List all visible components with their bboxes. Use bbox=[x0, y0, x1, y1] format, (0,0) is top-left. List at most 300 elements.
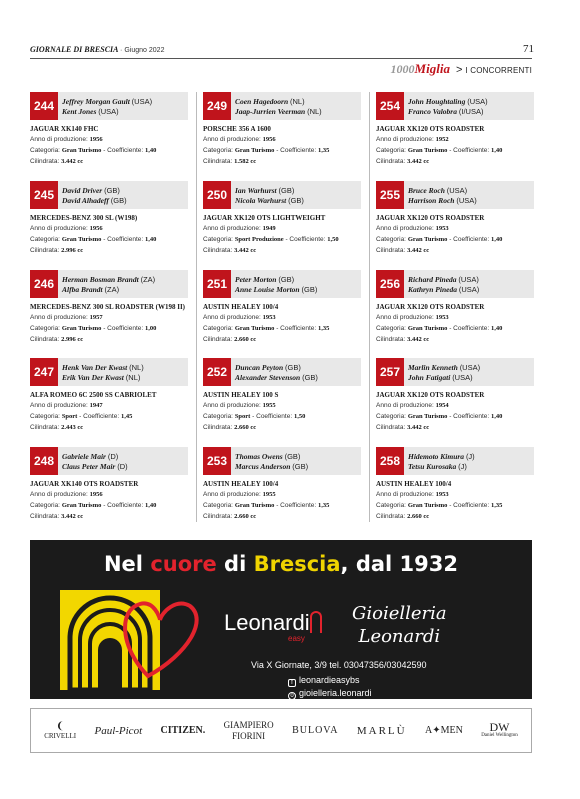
codriver-name: Nicola Warhurst bbox=[235, 196, 287, 205]
year-value: 1956 bbox=[89, 136, 103, 143]
driver-name: Thomas Owens bbox=[235, 452, 283, 461]
coefficient-value: 1,40 bbox=[144, 147, 157, 154]
codriver-line bbox=[62, 285, 186, 295]
brand-mark-icon bbox=[310, 611, 322, 633]
displacement-line bbox=[203, 336, 368, 343]
entries-grid bbox=[30, 92, 534, 522]
coefficient-label: - Coefficiente: bbox=[103, 236, 144, 243]
category-value: Gran Turismo bbox=[407, 413, 448, 420]
ad-headline-red: cuore bbox=[150, 552, 217, 576]
codriver-name: Erik Van Der Kwast bbox=[62, 373, 124, 382]
codriver-name: Kent Jones bbox=[62, 107, 97, 116]
year-value: 1953 bbox=[435, 314, 449, 321]
driver-nationality: (D) bbox=[107, 452, 119, 461]
driver-line bbox=[62, 97, 186, 107]
coefficient-label: - Coefficiente: bbox=[79, 413, 120, 420]
driver-nationality: (ZA) bbox=[140, 275, 156, 284]
codriver-name: Alfba Brandt bbox=[62, 285, 103, 294]
codriver-line bbox=[235, 196, 359, 206]
entry-number: 247 bbox=[30, 358, 58, 386]
category-value: Sport bbox=[61, 413, 78, 420]
coefficient-label: - Coefficiente: bbox=[103, 502, 144, 509]
coefficient-value: 1,40 bbox=[490, 236, 503, 243]
codriver-line bbox=[408, 462, 532, 472]
driver-name: Jeffrey Morgan Gault bbox=[62, 97, 130, 106]
ad-headline-part: di bbox=[216, 552, 254, 576]
coefficient-label: - Coefficiente: bbox=[276, 325, 317, 332]
codriver-line bbox=[408, 285, 532, 295]
year-label: Anno di produzione: bbox=[203, 225, 261, 232]
displacement-label: Cilindrata: bbox=[30, 513, 60, 520]
codriver-line bbox=[235, 285, 359, 295]
brand-logo-strip bbox=[30, 708, 532, 753]
category-value: Gran Turismo bbox=[61, 325, 102, 332]
year-value: 1956 bbox=[89, 225, 103, 232]
driver-line bbox=[235, 363, 359, 373]
driver-nationality: (GB) bbox=[278, 275, 295, 284]
category-line bbox=[203, 502, 368, 509]
advertisement bbox=[30, 540, 532, 699]
car-model: JAGUAR XK120 OTS ROADSTER bbox=[376, 125, 485, 133]
displacement-value: 2.996 cc bbox=[61, 336, 84, 343]
amen-logo: A✦MEN bbox=[424, 725, 463, 736]
category-value: Gran Turismo bbox=[407, 147, 448, 154]
category-value: Gran Turismo bbox=[407, 502, 448, 509]
entry-number: 249 bbox=[203, 92, 231, 120]
displacement-label: Cilindrata: bbox=[376, 513, 406, 520]
car-model: ALFA ROMEO 6C 2500 SS CABRIOLET bbox=[30, 391, 157, 399]
car-model: JAGUAR XK120 OTS ROADSTER bbox=[376, 391, 485, 399]
category-label: Categoria: bbox=[203, 236, 233, 243]
category-line bbox=[203, 325, 368, 332]
category-value: Gran Turismo bbox=[234, 147, 275, 154]
displacement-value: 2.443 cc bbox=[61, 424, 84, 431]
section-tag bbox=[391, 61, 532, 77]
entry-card bbox=[30, 270, 188, 354]
displacement-label: Cilindrata: bbox=[30, 158, 60, 165]
codriver-nationality: (GB) bbox=[302, 373, 318, 382]
brand-subtitle: easy bbox=[288, 634, 305, 643]
year-label: Anno di produzione: bbox=[30, 402, 88, 409]
instagram-icon: o bbox=[288, 692, 296, 700]
jeweller-name-line1: Gioielleria bbox=[352, 603, 447, 624]
codriver-nationality: (GB) bbox=[110, 196, 127, 205]
category-label: Categoria: bbox=[376, 413, 406, 420]
driver-name: Bruce Roch bbox=[408, 186, 445, 195]
crew-names bbox=[62, 97, 186, 117]
driver-line bbox=[62, 275, 186, 285]
year-line bbox=[203, 225, 368, 232]
crew-names bbox=[235, 363, 359, 383]
year-line bbox=[203, 314, 368, 321]
codriver-name: Marcus Anderson bbox=[235, 462, 291, 471]
coefficient-label: - Coefficiente: bbox=[449, 502, 490, 509]
driver-nationality: (NL) bbox=[129, 363, 144, 372]
displacement-line bbox=[30, 158, 195, 165]
entry-card bbox=[376, 270, 534, 354]
category-label: Categoria: bbox=[30, 502, 60, 509]
driver-nationality: (USA) bbox=[458, 275, 479, 284]
driver-line bbox=[408, 186, 532, 196]
displacement-line bbox=[30, 247, 195, 254]
category-line bbox=[376, 236, 541, 243]
codriver-nationality: (GB) bbox=[288, 196, 304, 205]
displacement-line bbox=[30, 513, 195, 520]
displacement-value: 2.660 cc bbox=[407, 513, 430, 520]
year-value: 1955 bbox=[262, 402, 276, 409]
year-line bbox=[376, 136, 541, 143]
displacement-line bbox=[203, 247, 368, 254]
car-model: JAGUAR XK120 OTS LIGHTWEIGHT bbox=[203, 214, 326, 222]
category-value: Gran Turismo bbox=[61, 236, 102, 243]
driver-name: Peter Morton bbox=[235, 275, 277, 284]
displacement-value: 2.660 cc bbox=[234, 424, 257, 431]
year-value: 1949 bbox=[262, 225, 276, 232]
instagram-line bbox=[288, 687, 372, 700]
displacement-value: 3.442 cc bbox=[407, 247, 430, 254]
year-value: 1955 bbox=[262, 491, 276, 498]
codriver-name: Harrison Roch bbox=[408, 196, 455, 205]
category-value: Gran Turismo bbox=[234, 325, 275, 332]
category-label: Categoria: bbox=[30, 147, 60, 154]
year-line bbox=[30, 402, 195, 409]
driver-line bbox=[408, 97, 532, 107]
facebook-handle: leonardieasybs bbox=[299, 675, 360, 685]
displacement-label: Cilindrata: bbox=[376, 336, 406, 343]
entry-card bbox=[30, 358, 188, 442]
dw-logo bbox=[481, 719, 518, 740]
car-model: PORSCHE 356 A 1600 bbox=[203, 125, 271, 133]
driver-nationality: (J) bbox=[465, 452, 475, 461]
crew-names bbox=[408, 186, 532, 206]
category-label: Categoria: bbox=[376, 147, 406, 154]
displacement-label: Cilindrata: bbox=[203, 424, 233, 431]
codriver-nationality: (J) bbox=[458, 462, 467, 471]
codriver-name: Alexander Stevenson bbox=[235, 373, 301, 382]
category-value: Sport bbox=[234, 413, 251, 420]
year-line bbox=[30, 314, 195, 321]
codriver-nationality: (USA) bbox=[452, 373, 473, 382]
year-value: 1952 bbox=[435, 136, 449, 143]
driver-nationality: (GB) bbox=[285, 363, 301, 372]
year-label: Anno di produzione: bbox=[30, 491, 88, 498]
displacement-label: Cilindrata: bbox=[203, 336, 233, 343]
publication-name: GIORNALE DI BRESCIA bbox=[30, 45, 119, 54]
year-value: 1947 bbox=[89, 402, 103, 409]
displacement-label: Cilindrata: bbox=[203, 513, 233, 520]
codriver-line bbox=[62, 462, 186, 472]
driver-name: Marlin Kenneth bbox=[408, 363, 458, 372]
displacement-value: 3.442 cc bbox=[234, 247, 257, 254]
displacement-label: Cilindrata: bbox=[376, 247, 406, 254]
category-line bbox=[30, 502, 195, 509]
coefficient-value: 1,40 bbox=[144, 502, 157, 509]
entry-number: 248 bbox=[30, 447, 58, 475]
codriver-name: Claus Peter Mair bbox=[62, 462, 116, 471]
page-header bbox=[30, 43, 534, 57]
ad-headline-yellow: Brescia bbox=[253, 552, 341, 576]
codriver-nationality: (NL) bbox=[307, 107, 322, 116]
page-number: 71 bbox=[523, 43, 534, 55]
car-model: JAGUAR XK140 OTS ROADSTER bbox=[30, 480, 139, 488]
year-line bbox=[203, 136, 368, 143]
coefficient-value: 1,45 bbox=[120, 413, 133, 420]
year-line bbox=[376, 225, 541, 232]
crew-names bbox=[235, 97, 359, 117]
displacement-value: 3.442 cc bbox=[407, 336, 430, 343]
year-label: Anno di produzione: bbox=[376, 491, 434, 498]
header-rule bbox=[30, 58, 532, 59]
entry-number: 251 bbox=[203, 270, 231, 298]
driver-line bbox=[62, 452, 186, 462]
year-value: 1956 bbox=[262, 136, 276, 143]
entry-card bbox=[30, 181, 188, 265]
driver-nationality: (GB) bbox=[284, 452, 301, 461]
coefficient-label: - Coefficiente: bbox=[276, 147, 317, 154]
category-value: Gran Turismo bbox=[61, 502, 102, 509]
arch-heart-logo bbox=[60, 590, 210, 690]
driver-line bbox=[62, 363, 186, 373]
displacement-value: 3.442 cc bbox=[407, 424, 430, 431]
separator: · bbox=[120, 47, 123, 54]
driver-name: Henk Van Der Kwast bbox=[62, 363, 128, 372]
coefficient-label: - Coefficiente: bbox=[449, 413, 490, 420]
crew-names bbox=[62, 452, 186, 472]
instagram-handle: gioielleria.leonardi bbox=[299, 688, 372, 698]
coefficient-label: - Coefficiente: bbox=[449, 236, 490, 243]
coefficient-value: 1,40 bbox=[490, 147, 503, 154]
category-label: Categoria: bbox=[376, 236, 406, 243]
driver-line bbox=[62, 186, 186, 196]
category-line bbox=[203, 147, 368, 154]
codriver-name: John Fatigati bbox=[408, 373, 451, 382]
displacement-line bbox=[30, 336, 195, 343]
entry-card bbox=[30, 447, 188, 531]
facebook-line bbox=[288, 674, 372, 687]
year-line bbox=[30, 225, 195, 232]
driver-nationality: (USA) bbox=[131, 97, 153, 106]
coefficient-label: - Coefficiente: bbox=[276, 502, 317, 509]
marlu-logo: MARLÙ bbox=[356, 724, 407, 737]
citizen-logo: CITIZEN. bbox=[160, 725, 206, 736]
year-value: 1957 bbox=[89, 314, 103, 321]
driver-name: Coen Hagedoorn bbox=[235, 97, 289, 106]
jeweller-name-line2: Leonardi bbox=[358, 626, 441, 647]
coefficient-value: 1,35 bbox=[317, 502, 330, 509]
codriver-nationality: (D) bbox=[117, 462, 128, 471]
car-model: AUSTIN HEALEY 100/4 bbox=[203, 480, 279, 488]
entry-number: 256 bbox=[376, 270, 404, 298]
displacement-label: Cilindrata: bbox=[203, 158, 233, 165]
crew-names bbox=[408, 97, 532, 117]
year-label: Anno di produzione: bbox=[30, 314, 88, 321]
driver-nationality: (USA) bbox=[459, 363, 481, 372]
coefficient-value: 1,35 bbox=[317, 147, 330, 154]
category-label: Categoria: bbox=[203, 413, 233, 420]
displacement-line bbox=[203, 424, 368, 431]
crew-names bbox=[62, 363, 186, 383]
column-divider bbox=[196, 92, 197, 522]
issue-date: Giugno 2022 bbox=[124, 47, 165, 54]
year-line bbox=[376, 491, 541, 498]
codriver-line bbox=[408, 373, 532, 383]
entry-number: 244 bbox=[30, 92, 58, 120]
bulova-logo: BULOVA bbox=[292, 725, 339, 736]
driver-line bbox=[408, 275, 532, 285]
publication-line bbox=[30, 45, 164, 54]
displacement-value: 3.442 cc bbox=[61, 158, 84, 165]
codriver-name: David Alhadeff bbox=[62, 196, 109, 205]
displacement-line bbox=[203, 513, 368, 520]
year-label: Anno di produzione: bbox=[203, 402, 261, 409]
entry-number: 253 bbox=[203, 447, 231, 475]
displacement-value: 2.996 cc bbox=[61, 247, 84, 254]
year-label: Anno di produzione: bbox=[376, 314, 434, 321]
giampiero-line1: GIAMPIERO bbox=[223, 719, 274, 730]
driver-line bbox=[235, 275, 359, 285]
displacement-label: Cilindrata: bbox=[376, 158, 406, 165]
crew-names bbox=[408, 452, 532, 472]
category-line bbox=[30, 413, 195, 420]
category-line bbox=[30, 147, 195, 154]
driver-name: Gabriele Mair bbox=[62, 452, 106, 461]
year-label: Anno di produzione: bbox=[376, 402, 434, 409]
year-label: Anno di produzione: bbox=[376, 225, 434, 232]
entry-card bbox=[203, 447, 361, 531]
coefficient-value: 1,40 bbox=[490, 413, 503, 420]
section-logo bbox=[391, 61, 450, 77]
codriver-nationality: (I/USA) bbox=[458, 107, 484, 116]
car-model: AUSTIN HEALEY 100 S bbox=[203, 391, 279, 399]
entry-card bbox=[376, 447, 534, 531]
codriver-line bbox=[62, 373, 186, 383]
codriver-line bbox=[62, 107, 186, 117]
displacement-label: Cilindrata: bbox=[376, 424, 406, 431]
codriver-line bbox=[408, 107, 532, 117]
displacement-value: 3.442 cc bbox=[61, 513, 84, 520]
entry-number: 250 bbox=[203, 181, 231, 209]
entry-card bbox=[376, 92, 534, 176]
codriver-line bbox=[235, 373, 359, 383]
driver-line bbox=[408, 452, 532, 462]
facebook-icon: f bbox=[288, 679, 296, 687]
crivelli-mark-icon: ❨ bbox=[55, 721, 65, 732]
coefficient-value: 1,40 bbox=[490, 325, 503, 332]
category-value: Gran Turismo bbox=[407, 236, 448, 243]
year-line bbox=[376, 314, 541, 321]
entry-number: 246 bbox=[30, 270, 58, 298]
entry-number: 245 bbox=[30, 181, 58, 209]
year-value: 1953 bbox=[435, 491, 449, 498]
crew-names bbox=[235, 452, 359, 472]
paulpicot-logo: Paul-Picot bbox=[94, 724, 143, 737]
entry-number: 255 bbox=[376, 181, 404, 209]
category-label: Categoria: bbox=[203, 325, 233, 332]
giampiero-line2: FIORINI bbox=[232, 730, 266, 741]
entry-card bbox=[203, 181, 361, 265]
car-model: MERCEDES-BENZ 300 SL (W198) bbox=[30, 214, 138, 222]
year-label: Anno di produzione: bbox=[203, 491, 261, 498]
displacement-line bbox=[203, 158, 368, 165]
coefficient-value: 1,50 bbox=[293, 413, 306, 420]
ad-headline-part: Nel bbox=[103, 552, 151, 576]
car-model: AUSTIN HEALEY 100/4 bbox=[203, 303, 279, 311]
driver-nationality: (GB) bbox=[278, 186, 295, 195]
category-line bbox=[30, 236, 195, 243]
category-line bbox=[203, 413, 368, 420]
coefficient-value: 1,35 bbox=[317, 325, 330, 332]
giampiero-fiorini-logo bbox=[224, 720, 274, 742]
displacement-value: 2.660 cc bbox=[234, 513, 257, 520]
driver-nationality: (GB) bbox=[104, 186, 120, 195]
displacement-line bbox=[376, 424, 541, 431]
category-label: Categoria: bbox=[376, 325, 406, 332]
codriver-nationality: (USA) bbox=[458, 285, 480, 294]
year-label: Anno di produzione: bbox=[30, 225, 88, 232]
car-model: JAGUAR XK140 FHC bbox=[30, 125, 99, 133]
crew-names bbox=[408, 363, 532, 383]
driver-line bbox=[235, 186, 359, 196]
codriver-name: Anne Louise Morton bbox=[235, 285, 300, 294]
crew-names bbox=[235, 275, 359, 295]
category-line bbox=[376, 413, 541, 420]
ad-headline-part: , dal 1932 bbox=[340, 552, 458, 576]
entry-card bbox=[30, 92, 188, 176]
driver-name: David Driver bbox=[62, 186, 103, 195]
section-logo-number: 1000 bbox=[390, 62, 415, 76]
coefficient-label: - Coefficiente: bbox=[252, 413, 293, 420]
year-value: 1953 bbox=[262, 314, 276, 321]
crivelli-text: CRIVELLI bbox=[44, 732, 77, 740]
year-line bbox=[30, 136, 195, 143]
category-label: Categoria: bbox=[203, 502, 233, 509]
codriver-nationality: (NL) bbox=[125, 373, 141, 382]
codriver-line bbox=[235, 107, 359, 117]
driver-nationality: (NL) bbox=[290, 97, 305, 106]
brand-name: Leonardi bbox=[224, 610, 310, 635]
codriver-nationality: (GB) bbox=[301, 285, 318, 294]
displacement-line bbox=[376, 513, 541, 520]
crew-names bbox=[62, 275, 186, 295]
category-label: Categoria: bbox=[30, 413, 60, 420]
category-value: Gran Turismo bbox=[407, 325, 448, 332]
coefficient-value: 1,40 bbox=[144, 236, 157, 243]
driver-line bbox=[235, 97, 359, 107]
codriver-nationality: (USA) bbox=[98, 107, 119, 116]
driver-name: Richard Pineda bbox=[408, 275, 457, 284]
displacement-label: Cilindrata: bbox=[30, 424, 60, 431]
category-value: Gran Turismo bbox=[234, 502, 275, 509]
driver-name: Herman Bosman Brandt bbox=[62, 275, 139, 284]
year-value: 1954 bbox=[435, 402, 449, 409]
crew-names bbox=[408, 275, 532, 295]
year-value: 1956 bbox=[89, 491, 103, 498]
driver-name: John Houghtaling bbox=[408, 97, 466, 106]
category-line bbox=[203, 236, 368, 243]
displacement-value: 2.660 cc bbox=[234, 336, 257, 343]
displacement-line bbox=[376, 247, 541, 254]
coefficient-value: 1,35 bbox=[490, 502, 503, 509]
codriver-nationality: (USA) bbox=[456, 196, 477, 205]
column-divider bbox=[369, 92, 370, 522]
crew-names bbox=[62, 186, 186, 206]
displacement-label: Cilindrata: bbox=[203, 247, 233, 254]
coefficient-label: - Coefficiente: bbox=[103, 147, 144, 154]
codriver-line bbox=[62, 196, 186, 206]
dw-text: Daniel Wellington bbox=[481, 732, 518, 738]
driver-name: Duncan Peyton bbox=[235, 363, 284, 372]
car-model: MERCEDES-BENZ 300 SL ROADSTER (W198 II) bbox=[30, 303, 185, 311]
